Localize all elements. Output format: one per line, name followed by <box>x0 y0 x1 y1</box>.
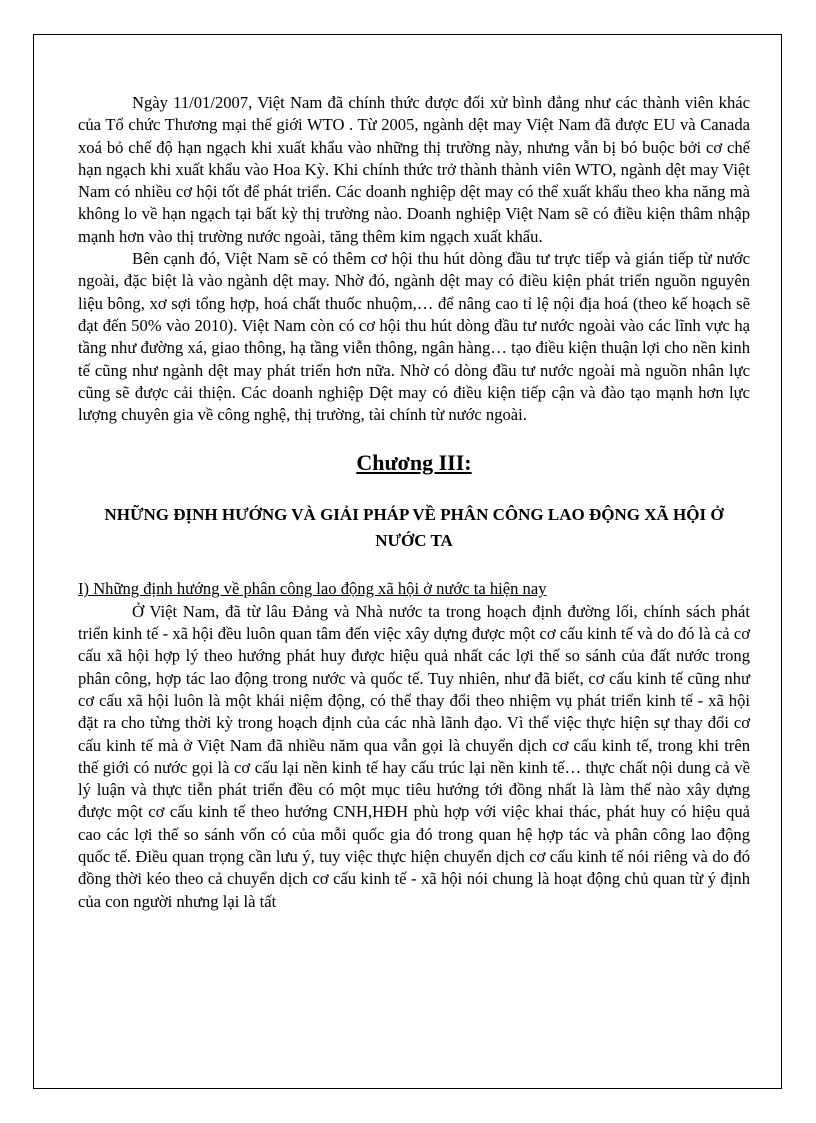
chapter-title: Chương III: <box>356 450 472 476</box>
paragraph-wto: Ngày 11/01/2007, Việt Nam đã chính thức được đối xử bình đẳng như các thành viên khác của Tổ chức Thương mại thế giới WTO . Từ 2005, ngành dệt may Việt Nam đã được EU và Canada xoá bỏ chế độ hạn ngạch khi xuất khẩu vào những thị trường này, nhưng vẫn bị bó buộc bởi cơ chế hạn ngạch khi xuất khẩu vào Hoa Kỳ. Khi chính thức trở thành thành viên WTO, ngành dệt may Việt Nam có nhiều cơ hội tốt để phát triển. Các doanh nghiệp dệt may có thể xuất khẩu theo kha năng mà không lo về hạn ngạch tại bất kỳ thị trường nào. Doanh nghiệp Việt Nam sẽ có điều kiện thâm nhập mạnh hơn vào thị trường nước ngoài, tăng thêm kim ngạch xuất khẩu. <box>78 93 750 246</box>
paragraph-orientation: Ở Việt Nam, đã từ lâu Đảng và Nhà nước ta trong hoạch định đường lối, chính sách phát triển kinh tế - xã hội đều luôn quan tâm đến việc xây dựng được một cơ cấu kinh tế và do đó là cả cơ cấu xã hội hợp lý theo hướng phát huy được hiệu quả nhất các lợi thế so sánh của đất nước trong phân công, hợp tác lao động trong nước và quốc tế. Tuy nhiên, như đã biết, cơ cấu kinh tế cũng như cơ cấu xã hội luôn là một khái niệm động, có thể thay đổi theo nhiệm vụ phát triển kinh tế - xã hội đặt ra cho từng thời kỳ trong hoạch định của các nhà lãnh đạo. Vì thế việc thực hiện sự thay đổi cơ cấu kinh tế mà ở Việt Nam đã nhiều năm qua vẫn gọi là chuyển dịch cơ cấu kinh tế, trong khi trên thế giới có nước gọi là cơ cấu lại nền kinh tế hay cấu trúc lại nền kinh tế… thực chất nội dung cả về lý luận và thực tiễn phát triển đều có một mục tiêu hướng tới đồng nhất là làm thế nào xây dựng được một cơ cấu kinh tế theo hướng CNH,HĐH phù hợp với việc khai thác, phát huy có hiệu quả cao các lợi thế so sánh vốn có của mỗi quốc gia đó trong quan hệ hợp tác và phân công lao động quốc tế. Điều quan trọng cần lưu ý, tuy việc thực hiện chuyển dịch cơ cấu kinh tế nói riêng và do đó đồng thời kéo theo cả chuyển dịch cơ cấu kinh tế - xã hội nói chung là hoạt động chủ quan từ ý định của con người nhưng lại là tất <box>78 601 750 911</box>
section-heading: I) Những định hướng về phân công lao động xã hội ở nước ta hiện nay <box>78 579 547 599</box>
chapter-subtitle: NHỮNG ĐỊNH HƯỚNG VÀ GIẢI PHÁP VỀ PHÂN CÔNG LAO ĐỘNG XÃ HỘI Ở NƯỚC TA <box>104 505 724 551</box>
document-body <box>78 92 750 913</box>
paragraph-investment: Bên cạnh đó, Việt Nam sẽ có thêm cơ hội thu hút dòng đầu tư trực tiếp và gián tiếp từ nước ngoài, đặc biệt là vào ngành dệt may. Nhờ đó, ngành dệt may có điều kiện phát triển nguồn nguyên liệu bông, xơ sợi tổng hợp, hoá chất thuốc nhuộm,… để nâng cao tỉ lệ nội địa hoá (theo kế hoạch sẽ đạt đến 50% vào 2010). Việt Nam còn có cơ hội thu hút dòng đầu tư nước ngoài vào các lĩnh vực hạ tầng như đường xá, giao thông, hạ tầng viễn thông, ngân hàng… tạo điều kiện thuận lợi cho nền kinh tế cũng như ngành dệt may phát triển hơn nữa. Nhờ có dòng đầu tư nước ngoài mà nguồn nhân lực cũng sẽ được cải thiện. Các doanh nghiệp Dệt may có điều kiện tiếp cận và đào tạo mạnh hơn lực lượng chuyên gia về công nghệ, thị trường, tài chính từ nước ngoài. <box>78 249 750 425</box>
